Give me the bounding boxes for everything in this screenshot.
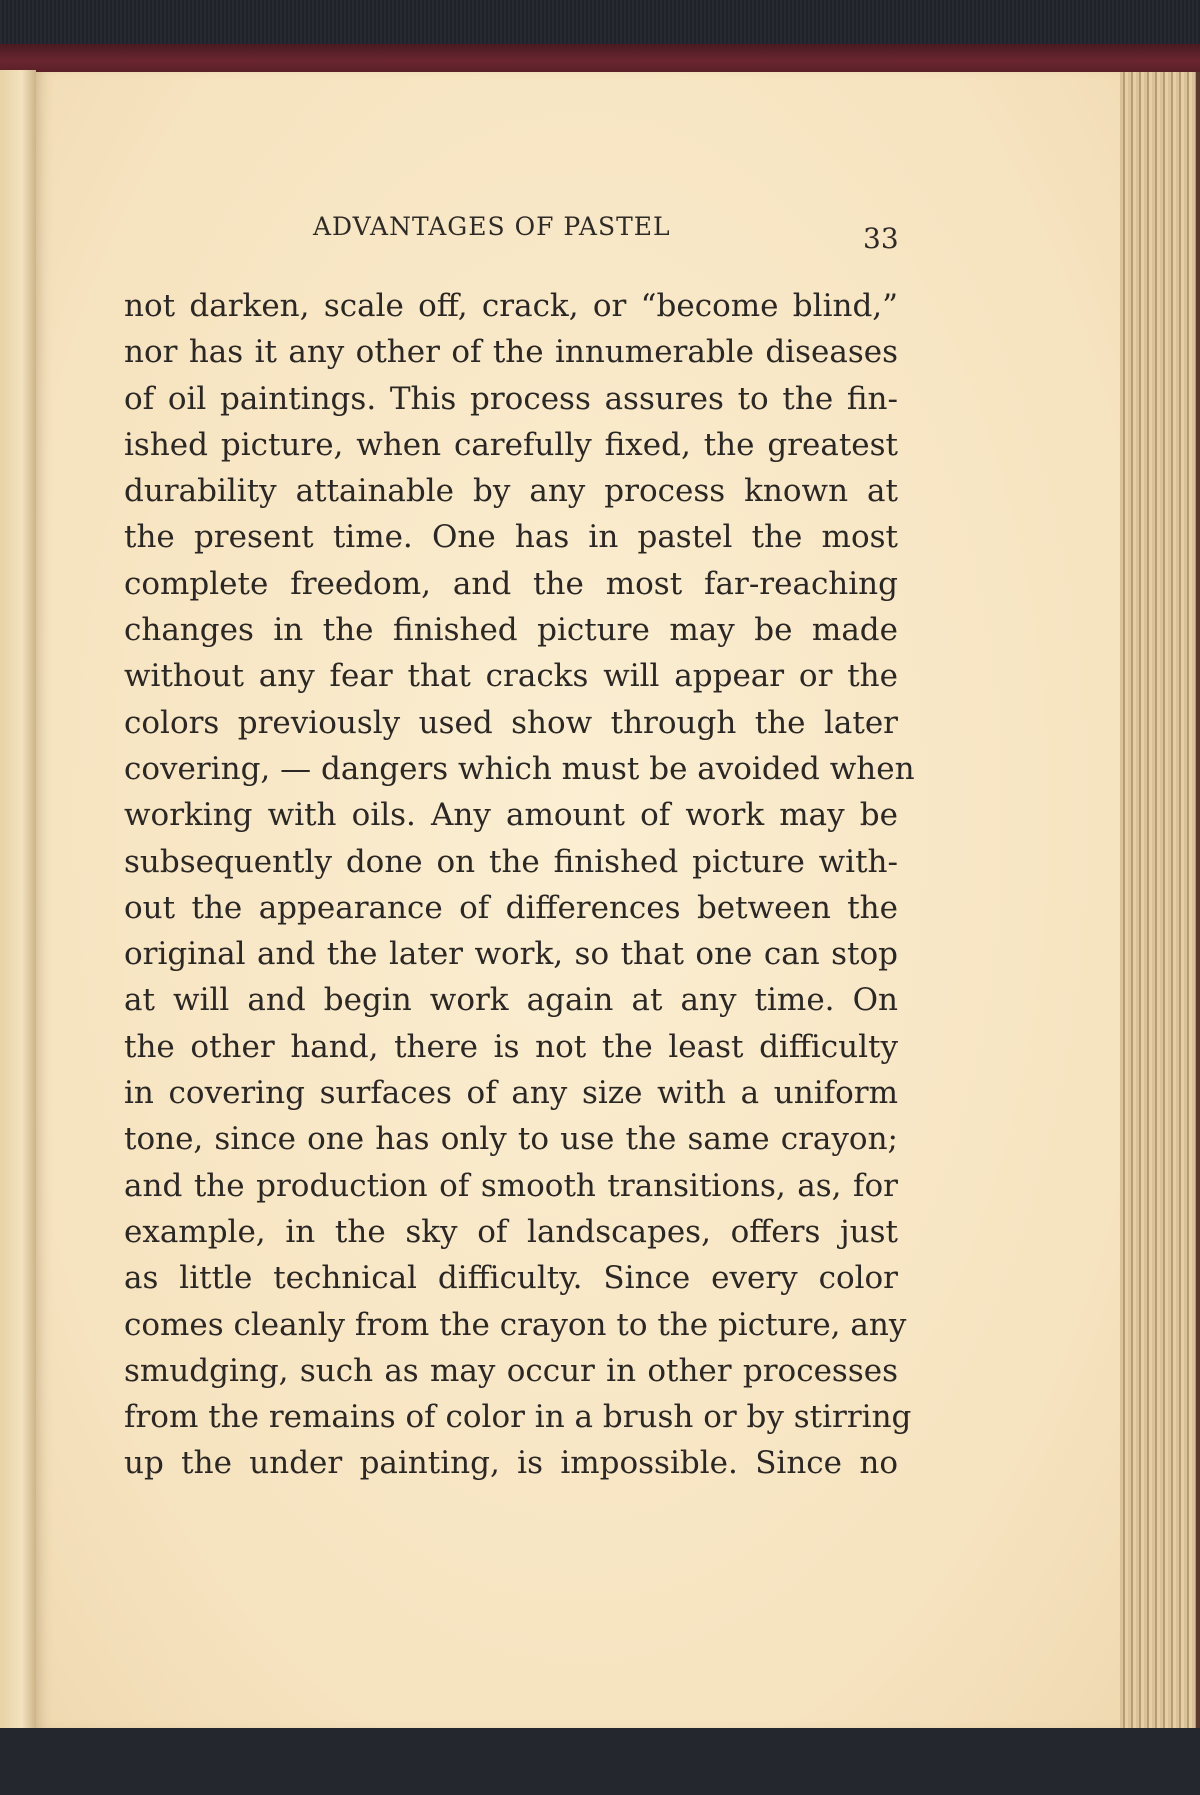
text-line: without any fear that cracks will appear or the <box>124 658 898 695</box>
text-line: complete freedom, and the most far-reaching <box>124 565 898 602</box>
text-line: the other hand, there is not the least difficulty <box>124 1028 898 1065</box>
text-line: out the appearance of differences between the <box>124 889 898 926</box>
text-line: ished picture, when carefully fixed, the greatest <box>124 426 898 463</box>
text-line: nor has it any other of the innumerable diseases <box>124 334 898 371</box>
page-number: 33 <box>863 222 899 255</box>
text-line: working with oils. Any amount of work may be <box>124 797 898 834</box>
text-line: not darken, scale off, crack, or “become blind,” <box>124 288 898 324</box>
book-cover-bottom <box>0 1728 1200 1795</box>
page-block-edges <box>1120 72 1200 1732</box>
text-line: as little technical difficulty. Since every color <box>124 1260 898 1297</box>
text-line: covering, — dangers which must be avoided when <box>124 750 915 787</box>
text-line: original and the later work, so that one can stop <box>124 936 898 973</box>
text-line: example, in the sky of landscapes, offers just <box>124 1213 898 1250</box>
text-line: durability attainable by any process known at <box>124 473 898 510</box>
text-line: the present time. One has in pastel the most <box>124 519 898 556</box>
body-text <box>124 283 915 1487</box>
text-line: changes in the finished picture may be made <box>124 612 898 649</box>
text-line: of oil paintings. This process assures to the fin- <box>124 380 898 417</box>
text-line: in covering surfaces of any size with a uniform <box>124 1075 898 1112</box>
text-line: comes cleanly from the crayon to the picture, any <box>124 1306 907 1343</box>
text-line: subsequently done on the finished picture with- <box>124 843 898 880</box>
text-line: at will and begin work again at any time. On <box>124 982 898 1019</box>
text-line: tone, since one has only to use the same crayon; <box>124 1121 898 1158</box>
book-binding-band <box>0 44 1200 72</box>
text-line: from the remains of color in a brush or by stirring <box>124 1399 912 1436</box>
book-cover-cloth <box>0 0 1200 50</box>
text-line: smudging, such as may occur in other processes <box>124 1352 898 1389</box>
text-line: and the production of smooth transitions, as, for <box>124 1167 898 1204</box>
text-line: up the under painting, is impossible. Since no <box>124 1445 898 1482</box>
running-head: ADVANTAGES OF PASTEL <box>313 212 671 241</box>
facing-page-edge <box>0 70 36 1730</box>
text-line: colors previously used show through the later <box>124 704 898 741</box>
